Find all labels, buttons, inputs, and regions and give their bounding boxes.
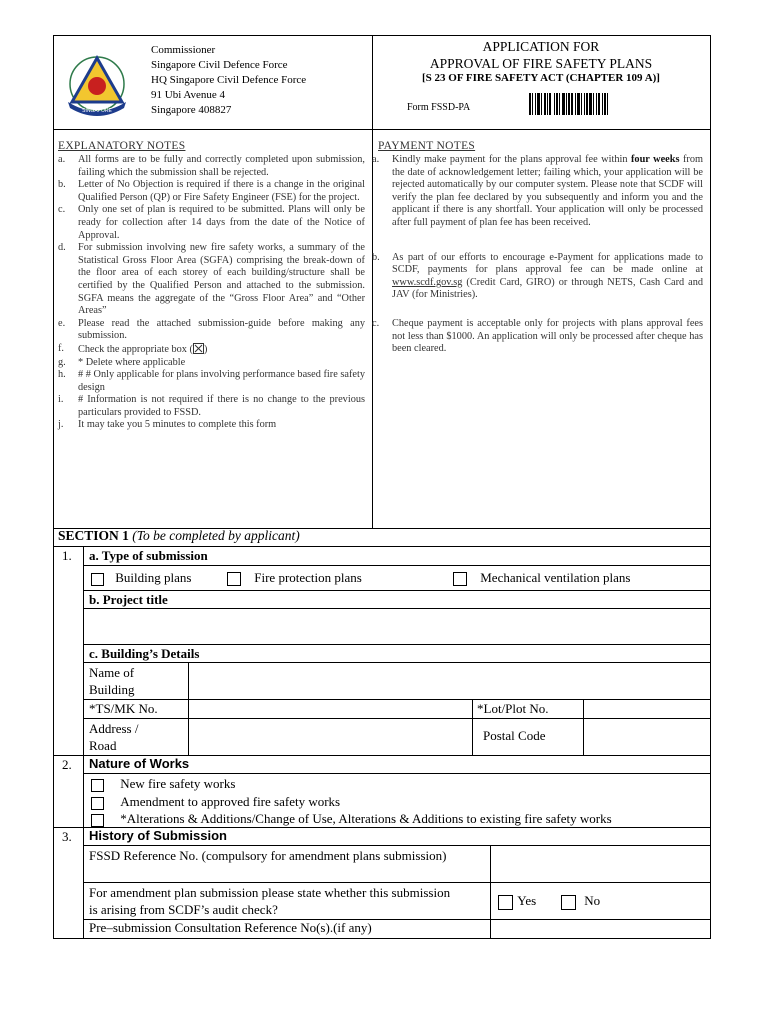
list-item: i. # Information is not required if there is no change to the previous particulars provided to FSSD. bbox=[58, 394, 365, 418]
list-item: c. Cheque payment is acceptable only for projects with plans approval fees not less than $1000. An application will only be processed after cheque has been cleared. bbox=[372, 317, 703, 355]
fssd-reference-field[interactable] bbox=[491, 846, 710, 882]
project-title-label: b. Project title bbox=[89, 592, 168, 607]
checkbox[interactable] bbox=[91, 814, 104, 827]
audit-check-question: For amendment plan submission please state whether this submission is arising from SCDF’s audit check? bbox=[89, 885, 451, 917]
option-new-fire-safety-works[interactable]: New fire safety works bbox=[91, 776, 235, 792]
address-road-label: Address / Road bbox=[89, 721, 139, 753]
checkbox[interactable] bbox=[91, 573, 104, 586]
list-item: e. Please read the attached submission-guide before making any submission. bbox=[58, 317, 365, 342]
form-subtitle: [S 23 OF FIRE SAFETY ACT (CHAPTER 109 A)] bbox=[422, 72, 660, 84]
project-title-field[interactable] bbox=[84, 609, 710, 644]
scdf-logo bbox=[58, 46, 136, 118]
list-item: h. # # Only applicable for plans involving performance based fire safety design bbox=[58, 369, 365, 393]
commissioner-address: Commissioner Singapore Civil Defence Force HQ Singapore Civil Defence Force 91 Ubi Avenue 4 Singapore 408827 bbox=[151, 44, 307, 116]
option-fire-protection-plans[interactable]: Fire protection plans bbox=[227, 570, 362, 586]
ts-mk-label: *TS/MK No. bbox=[89, 701, 158, 716]
list-item: b. Letter of No Objection is required if there is a change in the original Qualified Person (QP) or Fire Safety Engineer (FSE) for the project. bbox=[58, 179, 365, 203]
list-item: b. As part of our efforts to encourage e-Payment for applications made to SCDF, payments for plans approval fee can be made online at www.scdf.gov.sg (Credit Card, GIRO) or through NETS, Cash Card and JAV (for Ministries). bbox=[372, 251, 703, 301]
q1-number: 1. bbox=[62, 548, 72, 563]
audit-yes-option[interactable]: Yes bbox=[498, 893, 536, 910]
ts-mk-field[interactable] bbox=[189, 700, 472, 718]
checked-box-icon bbox=[193, 343, 204, 354]
checkbox[interactable] bbox=[561, 895, 576, 910]
checkbox[interactable] bbox=[453, 572, 467, 586]
pre-submission-ref-label: Pre–submission Consultation Reference No(s).(if any) bbox=[89, 920, 372, 935]
option-mechanical-ventilation-plans[interactable]: Mechanical ventilation plans bbox=[453, 570, 630, 586]
list-item: j. It may take you 5 minutes to complete this form bbox=[58, 419, 277, 431]
checkbox[interactable] bbox=[498, 895, 513, 910]
list-item: a. Kindly make payment for the plans approval fee within four weeks from the date of acknowledgement letter; failing which, your application will be rejected automatically by our computer system. Please note that SCDF will verify the plan fee declared by you subsequently and inform you and the applicant if there is any shortfall. Your application will only be processed after full payment of plan fee has been received. bbox=[372, 154, 704, 228]
list-item: c. Only one set of plan is required to be submitted. Plans will only be ready for collection after 14 days from the date of the Notice of Approval. bbox=[58, 204, 365, 241]
q3-number: 3. bbox=[62, 829, 72, 844]
name-of-building-field[interactable] bbox=[189, 663, 710, 699]
fssd-reference-label: FSSD Reference No. (compulsory for amendment plans submission) bbox=[89, 848, 447, 863]
list-item: f. Check the appropriate box ( ) bbox=[58, 342, 208, 355]
form-number: Form FSSD-PA bbox=[407, 102, 471, 113]
checkbox[interactable] bbox=[91, 797, 104, 810]
audit-no-option[interactable]: No bbox=[561, 893, 600, 910]
postal-code-label: Postal Code bbox=[483, 728, 546, 743]
option-amendment-works[interactable]: Amendment to approved fire safety works bbox=[91, 794, 340, 810]
section-1-title: SECTION 1 (To be completed by applicant) bbox=[58, 528, 300, 543]
scdf-website-link[interactable]: www.scdf.gov.sg bbox=[392, 276, 463, 288]
q2-number: 2. bbox=[62, 757, 72, 772]
option-alterations-additions[interactable]: *Alterations & Additions/Change of Use, Alterations & Additions to existing fire safety works bbox=[91, 811, 612, 827]
pre-submission-ref-field[interactable] bbox=[491, 920, 710, 938]
nature-of-works-label: Nature of Works bbox=[89, 756, 190, 771]
type-of-submission-label: a. Type of submission bbox=[89, 548, 208, 563]
barcode bbox=[529, 93, 694, 115]
checkbox[interactable] bbox=[227, 572, 241, 586]
checkbox[interactable] bbox=[91, 779, 104, 792]
explanatory-notes-title: EXPLANATORY NOTES bbox=[58, 140, 186, 152]
address-road-field[interactable] bbox=[189, 719, 472, 755]
buildings-details-label: c. Building’s Details bbox=[89, 646, 200, 661]
option-building-plans[interactable]: Building plans bbox=[91, 570, 191, 586]
list-item: a. All forms are to be fully and correctly completed upon submission, failing which the submission shall be rejected. bbox=[58, 154, 365, 178]
history-of-submission-label: History of Submission bbox=[89, 828, 227, 843]
list-item: g. * Delete where applicable bbox=[58, 356, 186, 368]
svg-text:SINGAPORE: SINGAPORE bbox=[82, 108, 112, 114]
lot-plot-label: *Lot/Plot No. bbox=[477, 701, 549, 716]
name-of-building-label: Name of Building bbox=[89, 665, 135, 697]
explanatory-notes-list bbox=[58, 154, 365, 432]
lot-plot-field[interactable] bbox=[584, 700, 710, 718]
payment-notes-list bbox=[372, 154, 703, 356]
list-item: d. For submission involving new fire safety works, a summary of the Statistical Gross Floor Area (SGFA) comprising the break-down of the floor area of each storey of each building/structure shall be certified by the Qualified Person and attached to the submission. SGFA means the aggregate of the “Gross Floor Area” and “Other Areas” bbox=[58, 242, 365, 317]
payment-notes-title: PAYMENT NOTES bbox=[378, 140, 476, 152]
postal-code-field[interactable] bbox=[584, 719, 710, 755]
form-title: APPLICATION FOR APPROVAL OF FIRE SAFETY PLANS bbox=[429, 39, 653, 71]
